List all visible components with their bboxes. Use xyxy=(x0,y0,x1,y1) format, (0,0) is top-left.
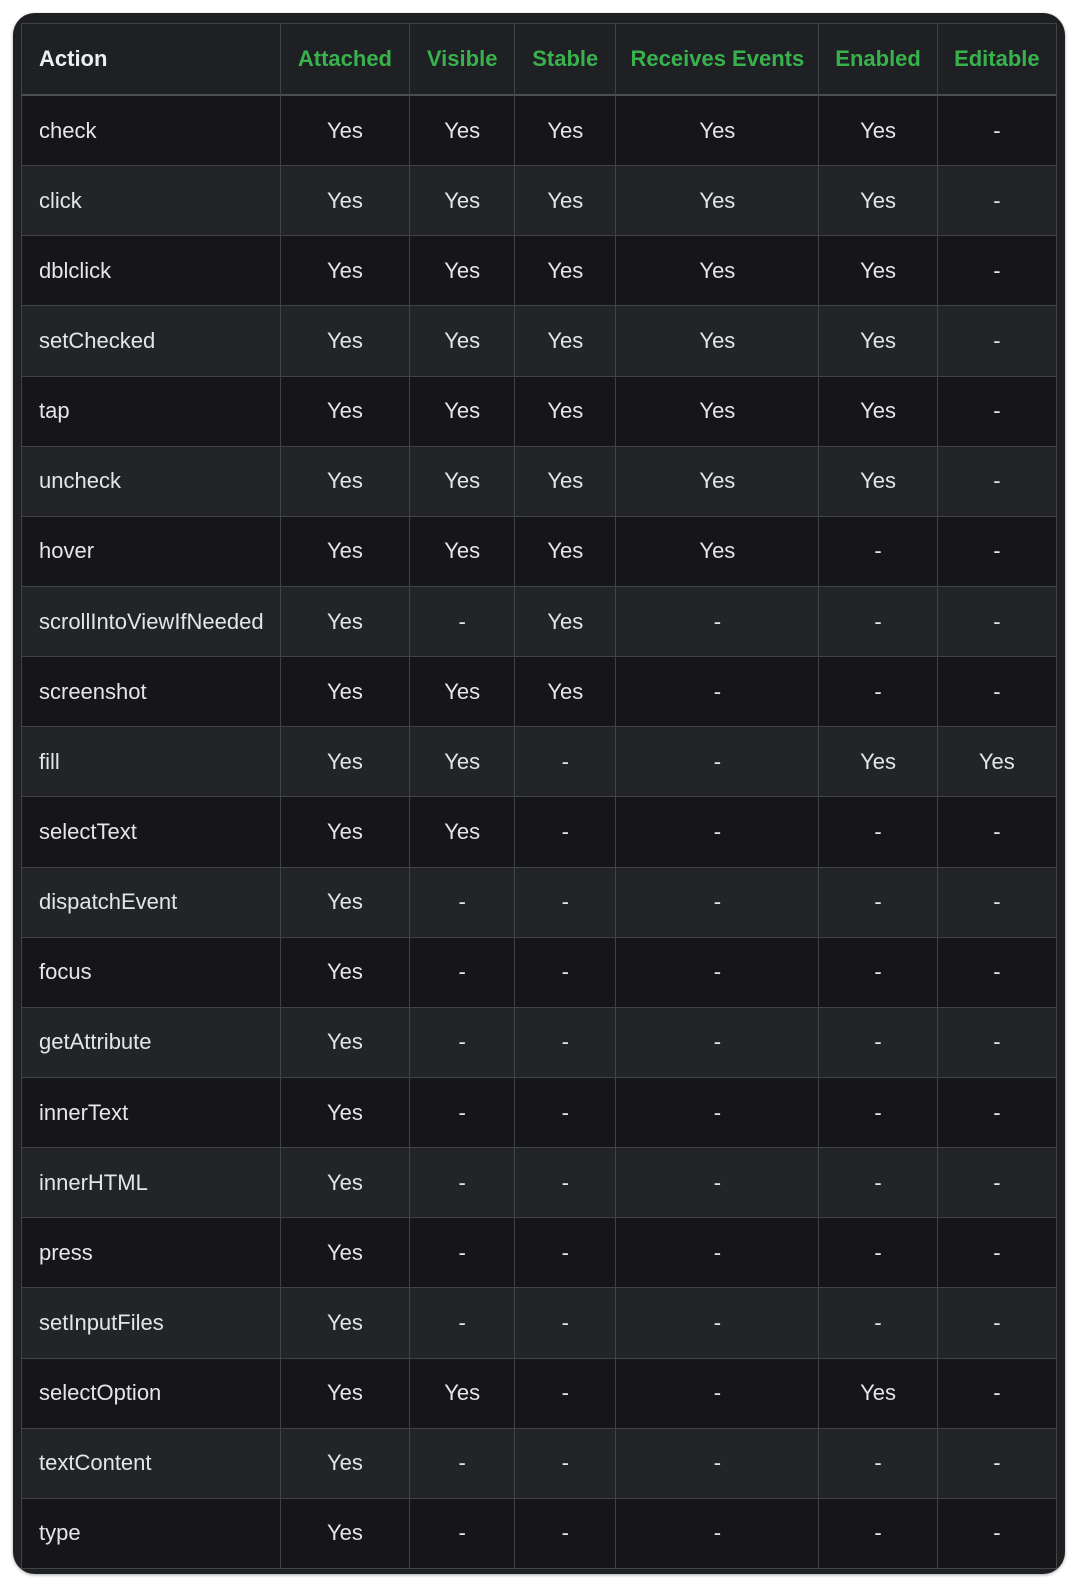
check-value-cell: Yes xyxy=(280,1288,409,1358)
check-value-cell: Yes xyxy=(515,95,616,166)
check-value-cell: - xyxy=(937,586,1056,656)
check-value-cell: Yes xyxy=(819,306,937,376)
check-value-cell: - xyxy=(937,1428,1056,1498)
action-name-cell: selectText xyxy=(22,797,281,867)
action-name-cell: scrollIntoViewIfNeeded xyxy=(22,586,281,656)
check-value-cell: - xyxy=(515,1007,616,1077)
header-row xyxy=(22,24,1057,96)
check-value-cell: - xyxy=(616,1148,819,1218)
check-value-cell: - xyxy=(515,1428,616,1498)
check-value-cell: - xyxy=(937,1077,1056,1147)
check-value-cell: Yes xyxy=(819,446,937,516)
check-value-cell: - xyxy=(410,937,515,1007)
check-value-cell: Yes xyxy=(515,516,616,586)
actionability-table xyxy=(21,23,1057,1569)
table-card xyxy=(13,13,1065,1574)
check-value-cell: - xyxy=(515,1148,616,1218)
check-value-cell: Yes xyxy=(410,166,515,236)
check-value-cell: Yes xyxy=(616,306,819,376)
check-value-cell: Yes xyxy=(410,306,515,376)
check-value-cell: Yes xyxy=(515,657,616,727)
table-row xyxy=(22,1358,1057,1428)
check-value-cell: Yes xyxy=(410,516,515,586)
check-value-cell: Yes xyxy=(280,1007,409,1077)
check-value-cell: - xyxy=(410,1007,515,1077)
check-value-cell: - xyxy=(937,657,1056,727)
check-value-cell: - xyxy=(937,1288,1056,1358)
check-value-cell: Yes xyxy=(616,236,819,306)
check-value-cell: - xyxy=(616,1288,819,1358)
check-value-cell: - xyxy=(819,586,937,656)
check-value-cell: Yes xyxy=(280,586,409,656)
action-name-cell: check xyxy=(22,95,281,166)
check-value-cell: Yes xyxy=(280,867,409,937)
check-value-cell: Yes xyxy=(410,446,515,516)
check-value-cell: Yes xyxy=(515,446,616,516)
check-value-cell: Yes xyxy=(280,1498,409,1568)
check-value-cell: - xyxy=(410,867,515,937)
check-value-cell: - xyxy=(410,586,515,656)
check-value-cell: - xyxy=(937,166,1056,236)
table-row xyxy=(22,95,1057,166)
action-name-cell: dblclick xyxy=(22,236,281,306)
check-value-cell: - xyxy=(515,1498,616,1568)
check-value-cell: Yes xyxy=(937,727,1056,797)
check-value-cell: Yes xyxy=(410,727,515,797)
table-row xyxy=(22,1498,1057,1568)
check-value-cell: Yes xyxy=(819,376,937,446)
check-value-cell: - xyxy=(819,797,937,867)
check-value-cell: - xyxy=(410,1218,515,1288)
table-row xyxy=(22,657,1057,727)
check-value-cell: - xyxy=(937,516,1056,586)
check-value-cell: - xyxy=(937,376,1056,446)
check-value-cell: - xyxy=(515,1077,616,1147)
check-value-cell: Yes xyxy=(515,166,616,236)
check-value-cell: - xyxy=(937,1218,1056,1288)
check-value-cell: Yes xyxy=(410,1358,515,1428)
check-value-cell: - xyxy=(819,867,937,937)
check-value-cell: Yes xyxy=(515,586,616,656)
check-value-cell: Yes xyxy=(280,95,409,166)
check-value-cell: - xyxy=(819,1218,937,1288)
action-name-cell: selectOption xyxy=(22,1358,281,1428)
check-value-cell: Yes xyxy=(819,236,937,306)
check-value-cell: Yes xyxy=(280,1148,409,1218)
action-name-cell: click xyxy=(22,166,281,236)
check-value-cell: - xyxy=(410,1428,515,1498)
check-value-cell: - xyxy=(819,1007,937,1077)
table-row xyxy=(22,797,1057,867)
table-row xyxy=(22,1288,1057,1358)
check-value-cell: - xyxy=(515,797,616,867)
check-value-cell: - xyxy=(937,95,1056,166)
check-value-cell: - xyxy=(515,1288,616,1358)
check-value-cell: - xyxy=(937,1148,1056,1218)
check-value-cell: - xyxy=(819,1428,937,1498)
check-value-cell: Yes xyxy=(410,376,515,446)
column-header-enabled: Enabled xyxy=(819,24,937,96)
check-value-cell: Yes xyxy=(515,376,616,446)
column-header-editable: Editable xyxy=(937,24,1056,96)
check-value-cell: Yes xyxy=(280,306,409,376)
table-row xyxy=(22,1077,1057,1147)
check-value-cell: - xyxy=(515,867,616,937)
check-value-cell: - xyxy=(937,236,1056,306)
action-name-cell: screenshot xyxy=(22,657,281,727)
check-value-cell: Yes xyxy=(819,727,937,797)
action-name-cell: setChecked xyxy=(22,306,281,376)
check-value-cell: Yes xyxy=(616,376,819,446)
check-value-cell: - xyxy=(937,937,1056,1007)
column-header-action: Action xyxy=(22,24,281,96)
check-value-cell: - xyxy=(410,1288,515,1358)
check-value-cell: - xyxy=(515,727,616,797)
check-value-cell: - xyxy=(616,797,819,867)
table-row xyxy=(22,1428,1057,1498)
check-value-cell: - xyxy=(616,867,819,937)
check-value-cell: - xyxy=(515,937,616,1007)
check-value-cell: Yes xyxy=(819,95,937,166)
check-value-cell: - xyxy=(616,727,819,797)
check-value-cell: Yes xyxy=(410,95,515,166)
table-row xyxy=(22,446,1057,516)
check-value-cell: - xyxy=(616,1358,819,1428)
table-row xyxy=(22,166,1057,236)
check-value-cell: Yes xyxy=(616,446,819,516)
check-value-cell: Yes xyxy=(280,727,409,797)
check-value-cell: - xyxy=(937,306,1056,376)
check-value-cell: - xyxy=(515,1218,616,1288)
action-name-cell: innerText xyxy=(22,1077,281,1147)
check-value-cell: - xyxy=(937,1358,1056,1428)
check-value-cell: - xyxy=(819,1498,937,1568)
table-row xyxy=(22,236,1057,306)
check-value-cell: Yes xyxy=(410,236,515,306)
column-header-receives-events: Receives Events xyxy=(616,24,819,96)
action-name-cell: fill xyxy=(22,727,281,797)
check-value-cell: - xyxy=(819,937,937,1007)
table-row xyxy=(22,937,1057,1007)
check-value-cell: Yes xyxy=(280,1077,409,1147)
table-row xyxy=(22,1007,1057,1077)
action-name-cell: innerHTML xyxy=(22,1148,281,1218)
table-row xyxy=(22,586,1057,656)
action-name-cell: textContent xyxy=(22,1428,281,1498)
check-value-cell: Yes xyxy=(280,166,409,236)
check-value-cell: - xyxy=(937,446,1056,516)
check-value-cell: Yes xyxy=(280,1358,409,1428)
check-value-cell: Yes xyxy=(616,95,819,166)
check-value-cell: - xyxy=(410,1148,515,1218)
check-value-cell: - xyxy=(616,937,819,1007)
check-value-cell: Yes xyxy=(819,1358,937,1428)
table-row xyxy=(22,867,1057,937)
check-value-cell: Yes xyxy=(280,516,409,586)
check-value-cell: Yes xyxy=(280,376,409,446)
check-value-cell: - xyxy=(616,1218,819,1288)
table-row xyxy=(22,1218,1057,1288)
check-value-cell: - xyxy=(410,1077,515,1147)
action-name-cell: uncheck xyxy=(22,446,281,516)
check-value-cell: - xyxy=(819,1077,937,1147)
action-name-cell: setInputFiles xyxy=(22,1288,281,1358)
check-value-cell: - xyxy=(616,1428,819,1498)
check-value-cell: - xyxy=(937,1498,1056,1568)
check-value-cell: Yes xyxy=(280,236,409,306)
check-value-cell: - xyxy=(515,1358,616,1428)
table-row xyxy=(22,727,1057,797)
check-value-cell: Yes xyxy=(616,166,819,236)
action-name-cell: type xyxy=(22,1498,281,1568)
check-value-cell: Yes xyxy=(515,306,616,376)
check-value-cell: Yes xyxy=(616,516,819,586)
check-value-cell: Yes xyxy=(410,657,515,727)
check-value-cell: - xyxy=(616,657,819,727)
check-value-cell: - xyxy=(616,1077,819,1147)
check-value-cell: - xyxy=(937,797,1056,867)
check-value-cell: Yes xyxy=(280,1218,409,1288)
check-value-cell: - xyxy=(937,1007,1056,1077)
check-value-cell: Yes xyxy=(410,797,515,867)
action-name-cell: hover xyxy=(22,516,281,586)
check-value-cell: - xyxy=(819,657,937,727)
check-value-cell: - xyxy=(819,1288,937,1358)
check-value-cell: - xyxy=(819,516,937,586)
action-name-cell: tap xyxy=(22,376,281,446)
table-row xyxy=(22,516,1057,586)
check-value-cell: Yes xyxy=(280,446,409,516)
check-value-cell: Yes xyxy=(280,657,409,727)
action-name-cell: dispatchEvent xyxy=(22,867,281,937)
table-body xyxy=(22,95,1057,1569)
table-header xyxy=(22,24,1057,96)
column-header-visible: Visible xyxy=(410,24,515,96)
check-value-cell: - xyxy=(616,1498,819,1568)
check-value-cell: - xyxy=(819,1148,937,1218)
action-name-cell: focus xyxy=(22,937,281,1007)
check-value-cell: Yes xyxy=(515,236,616,306)
check-value-cell: - xyxy=(410,1498,515,1568)
check-value-cell: - xyxy=(937,867,1056,937)
check-value-cell: - xyxy=(616,1007,819,1077)
check-value-cell: Yes xyxy=(819,166,937,236)
table-row xyxy=(22,306,1057,376)
check-value-cell: - xyxy=(616,586,819,656)
action-name-cell: press xyxy=(22,1218,281,1288)
check-value-cell: Yes xyxy=(280,1428,409,1498)
table-row xyxy=(22,376,1057,446)
action-name-cell: getAttribute xyxy=(22,1007,281,1077)
column-header-stable: Stable xyxy=(515,24,616,96)
check-value-cell: Yes xyxy=(280,937,409,1007)
table-row xyxy=(22,1148,1057,1218)
column-header-attached: Attached xyxy=(280,24,409,96)
check-value-cell: Yes xyxy=(280,797,409,867)
